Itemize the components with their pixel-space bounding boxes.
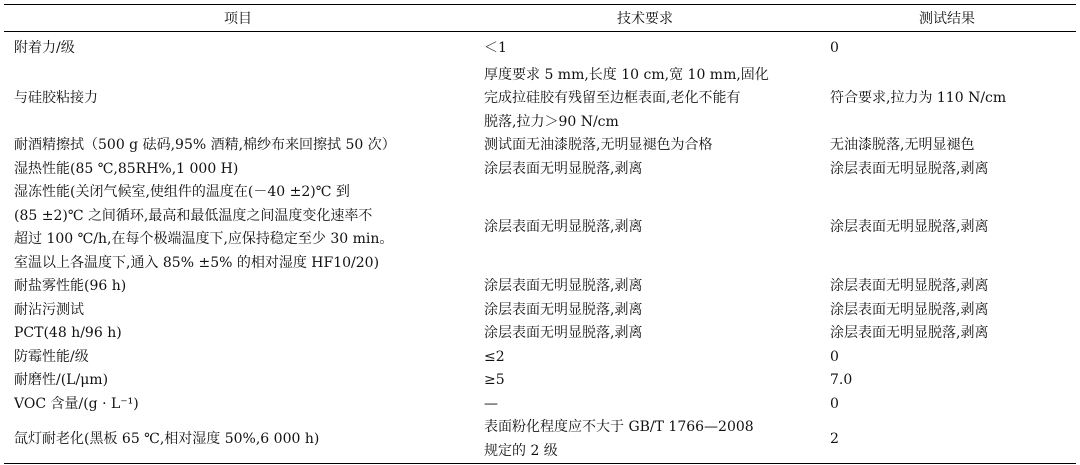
cell-requirement: 涂层表面无明显脱落,剥离	[484, 219, 643, 236]
header-item: 项目	[224, 11, 252, 27]
table-row	[4, 393, 1076, 417]
table-row	[4, 181, 1076, 275]
cell-item: 耐沾污测试	[14, 301, 84, 318]
cell-requirement: 表面粉化程度应不大于 GB/T 1766—2008 规定的 2 级	[484, 419, 754, 459]
cell-result: 涂层表面无明显脱落,剥离	[830, 301, 989, 318]
table-header-row	[4, 5, 1076, 31]
cell-requirement: 涂层表面无明显脱落,剥离	[484, 301, 643, 318]
cell-result: 无油漆脱落,无明显褪色	[830, 137, 975, 153]
table-row	[4, 275, 1076, 299]
cell-item: 耐盐雾性能(96 h)	[14, 278, 127, 294]
cell-item: 与硅胶粘接力	[14, 90, 98, 107]
cell-item: 湿冻性能(关闭气候室,使组件的温度在(－40 ±2)℃ 到 (85 ±2)℃ 之间循环,最高和最低温度之间温度变化速率不 超过 100 ℃/h,在每个极端温度下,应保持稳定至少 30 min。 室温以上各温度下,通入 85% ±5% 的相对湿度 HF10/20)	[14, 184, 394, 271]
cell-item: 耐磨性/(L/μm)	[14, 372, 109, 388]
cell-result: 涂层表面无明显脱落,剥离	[830, 278, 989, 294]
table-row	[4, 322, 1076, 346]
cell-result: 0	[830, 40, 839, 57]
cell-requirement: 涂层表面无明显脱落,剥离	[484, 160, 643, 177]
table-row	[4, 32, 1076, 64]
table-row	[4, 299, 1076, 323]
table-row	[4, 134, 1076, 158]
cell-requirement: ≤2	[484, 348, 505, 365]
cell-result: 涂层表面无明显脱落,剥离	[830, 325, 989, 341]
cell-result: 2	[830, 430, 839, 447]
cell-item: 耐酒精擦拭（500 g 砝码,95% 酒精,棉纱布来回擦拭 50 次）	[14, 137, 396, 153]
table-row	[4, 158, 1076, 182]
cell-result: 符合要求,拉力为 110 N/cm	[830, 90, 1007, 107]
cell-result: 涂层表面无明显脱落,剥离	[830, 219, 989, 236]
cell-result: 7.0	[830, 372, 853, 388]
cell-requirement: 涂层表面无明显脱落,剥离	[484, 325, 643, 341]
cell-requirement: 厚度要求 5 mm,长度 10 cm,宽 10 mm,固化 完成拉硅胶有残留至边框表面,老化不能有 脱落,拉力＞90 N/cm	[484, 66, 769, 130]
cell-item: 附着力/级	[14, 40, 75, 57]
table-row	[4, 64, 1076, 134]
cell-item: VOC 含量/(g · L⁻¹)	[14, 395, 139, 412]
cell-item: 氙灯耐老化(黑板 65 ℃,相对湿度 50%,6 000 h)	[14, 430, 320, 447]
table-row	[4, 369, 1076, 393]
cell-item: PCT(48 h/96 h)	[14, 325, 122, 341]
table-body	[4, 32, 1076, 463]
cell-result: 0	[830, 395, 839, 412]
cell-item: 湿热性能(85 ℃,85RH%,1 000 H)	[14, 160, 239, 177]
cell-result: 0	[830, 348, 839, 365]
cell-result: 涂层表面无明显脱落,剥离	[830, 160, 989, 177]
table-row	[4, 346, 1076, 370]
cell-requirement: 测试面无油漆脱落,无明显褪色为合格	[484, 137, 713, 153]
table-row	[4, 416, 1076, 463]
cell-requirement: ＜1	[484, 40, 507, 57]
table-bottom-rule	[4, 463, 1076, 464]
test-results-table	[4, 4, 1076, 464]
header-requirement: 技术要求	[617, 11, 673, 27]
cell-requirement: ≥5	[484, 372, 505, 388]
cell-item: 防霉性能/级	[14, 348, 89, 365]
cell-requirement: —	[484, 395, 498, 412]
cell-requirement: 涂层表面无明显脱落,剥离	[484, 278, 643, 294]
header-result: 测试结果	[919, 11, 975, 27]
